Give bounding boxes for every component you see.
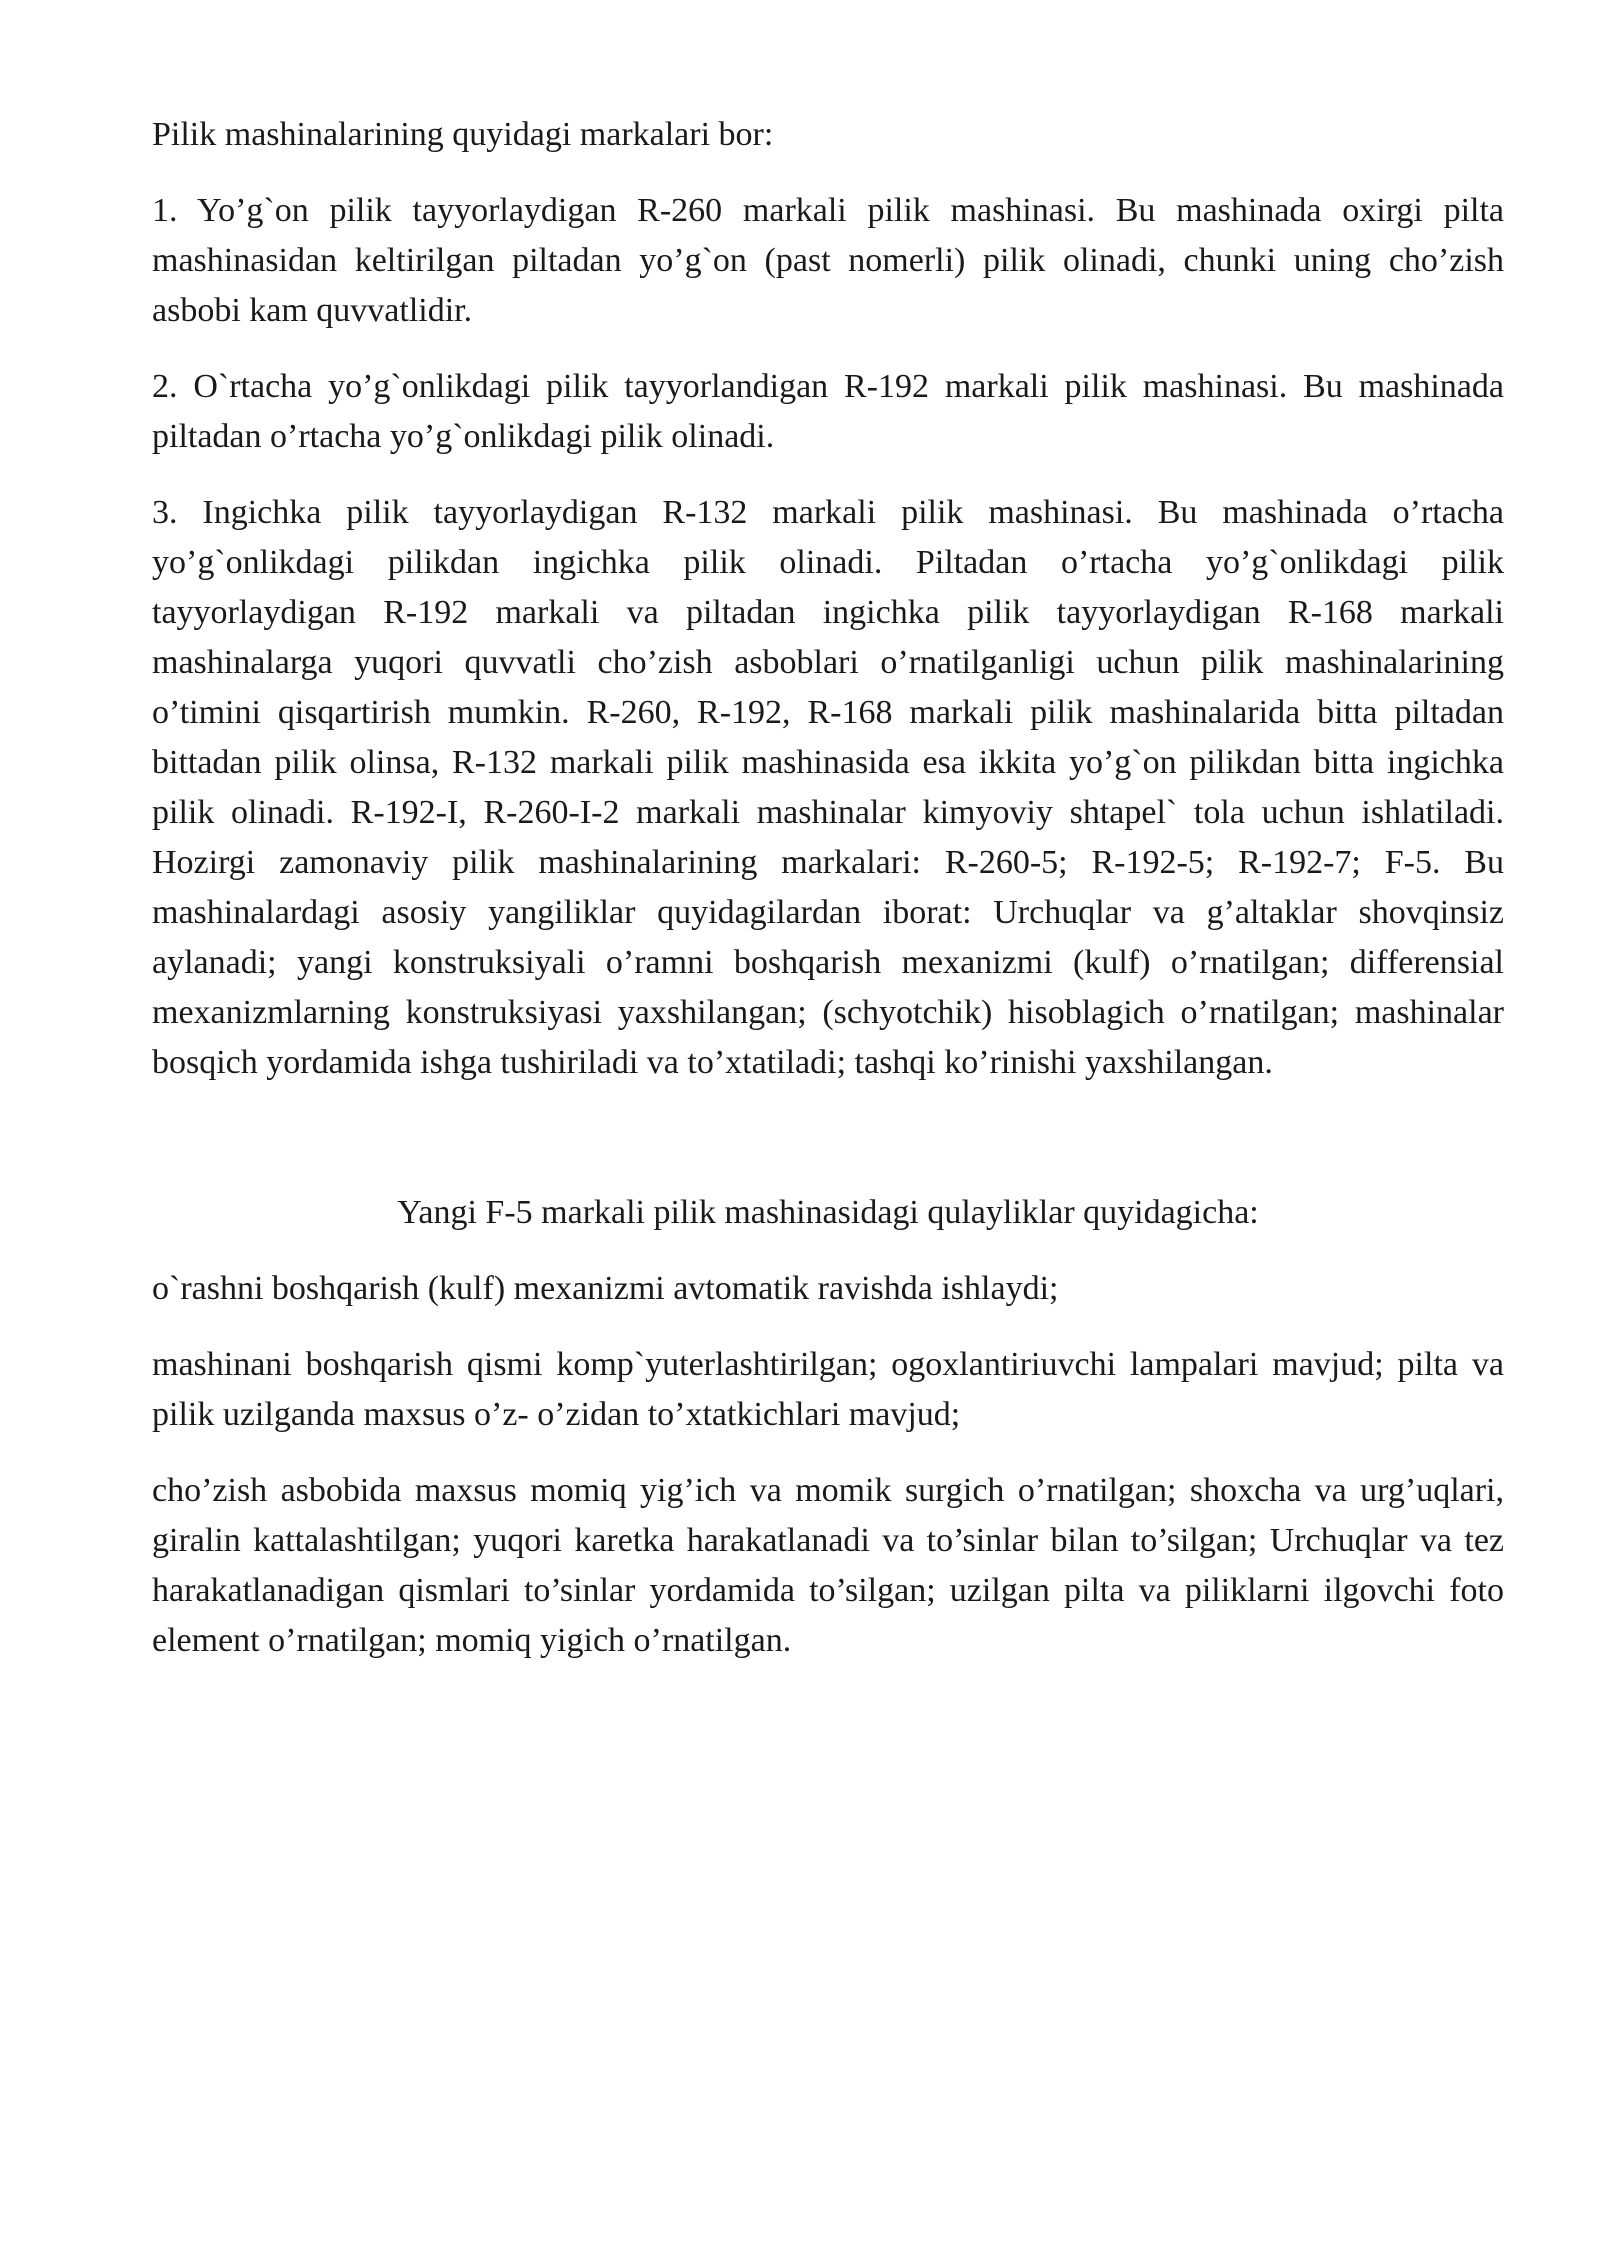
feature-paragraph-1: o`rashni boshqarish (kulf) mexanizmi avtomatik ravishda ishlaydi;: [152, 1270, 1059, 1307]
list-item-2: 2. O`rtacha yo’g`onlikdagi pilik tayyorlandigan R-192 markali pilik mashinasi. Bu mashinada piltadan o’rtacha yo’g`onlikdagi pilik olinadi.: [152, 368, 1504, 455]
feature-paragraph-2: mashinani boshqarish qismi komp`yuterlashtirilgan; ogoxlantiriuvchi lampalari mavjud; pilta va pilik uzilganda maxsus o’z- o’zidan to’xtatkichlari mavjud;: [152, 1346, 1504, 1433]
document-page: [152, 110, 1504, 1692]
list-item-1: 1. Yo’g`on pilik tayyorlaydigan R-260 markali pilik mashinasi. Bu mashinada oxirgi pilta mashinasidan keltirilgan piltadan yo’g`on (past nomerli) pilik olinadi, chunki uning cho’zish asbobi kam quvvatlidir.: [152, 192, 1504, 329]
section-heading: Yangi F-5 markali pilik mashinasidagi qulayliklar quyidagicha:: [397, 1194, 1259, 1231]
intro-paragraph: Pilik mashinalarining quyidagi markalari bor:: [152, 116, 774, 153]
feature-paragraph-3: cho’zish asbobida maxsus momiq yig’ich va momik surgich o’rnatilgan; shoxcha va urg’uqlari, giralin kattalashtilgan; yuqori karetka harakatlanadi va to’sinlar bilan to’silgan; Urchuqlar va tez harakatlanadigan qismlari to’sinlar yordamida to’silgan; uzilgan pilta va piliklarni ilgovchi foto element o’rnatilgan; momiq yigich o’rnatilgan.: [152, 1472, 1504, 1659]
list-item-3: 3. Ingichka pilik tayyorlaydigan R-132 markali pilik mashinasi. Bu mashinada o’rtacha yo’g`onlikdagi pilikdan ingichka pilik olinadi. Piltadan o’rtacha yo’g`onlikdagi pilik tayyorlaydigan R-192 markali va piltadan ingichka pilik tayyorlaydigan R-168 markali mashinalarga yuqori quvvatli cho’zish asboblari o’rnatilganligi uchun pilik mashinalarining o’timini qisqartirish mumkin. R-260, R-192, R-168 markali pilik mashinalarida bitta piltadan bittadan pilik olinsa, R-132 markali pilik mashinasida esa ikkita yo’g`on pilikdan bitta ingichka pilik olinadi. R-192-I, R-260-I-2 markali mashinalar kimyoviy shtapel` tola uchun ishlatiladi. Hozirgi zamonaviy pilik mashinalarining markalari: R-260-5; R-192-5; R-192-7; F-5. Bu mashinalardagi asosiy yangiliklar quyidagilardan iborat: Urchuqlar va g’altaklar shovqinsiz aylanadi; yangi konstruksiyali o’ramni boshqarish mexanizmi (kulf) o’rnatilgan; differensial mexanizmlarning konstruksiyasi yaxshilangan; (schyotchik) hisoblagich o’rnatilgan; mashinalar bosqich yordamida ishga tushiriladi va to’xtatiladi; tashqi ko’rinishi yaxshilangan.: [152, 494, 1504, 1081]
